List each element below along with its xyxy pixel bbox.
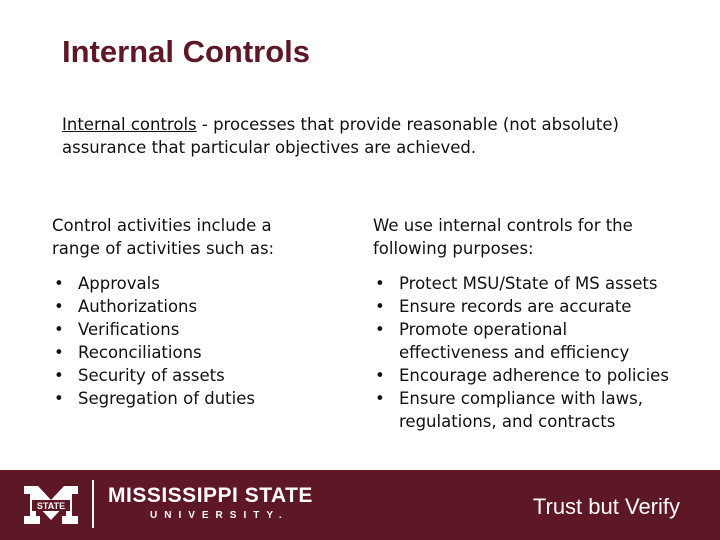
list-item: • Ensure compliance with laws, regulations, and contracts bbox=[373, 387, 673, 433]
list-item: • Protect MSU/State of MS assets bbox=[373, 272, 673, 295]
slide-title: Internal Controls bbox=[62, 34, 311, 69]
control-activities-intro: Control activities include a range of activities such as: bbox=[52, 216, 275, 258]
control-activities-list bbox=[52, 272, 322, 410]
purposes-intro: We use internal controls for the following purposes: bbox=[373, 216, 633, 258]
list-item: • Authorizations bbox=[52, 295, 322, 318]
msu-logo-icon bbox=[22, 484, 80, 526]
list-item: • Segregation of duties bbox=[52, 387, 322, 410]
university-subtitle: UNIVERSITY. bbox=[150, 510, 289, 521]
tagline: Trust but Verify bbox=[532, 494, 680, 519]
logo-mark-text: STATE bbox=[36, 501, 66, 511]
list-item: • Encourage adherence to policies bbox=[373, 364, 673, 387]
list-item: • Promote operational effectiveness and efficiency bbox=[373, 318, 673, 364]
university-name: MISSISSIPPI STATE bbox=[108, 484, 313, 507]
purposes-column bbox=[373, 214, 673, 433]
list-item: • Approvals bbox=[52, 272, 322, 295]
logo-divider bbox=[92, 480, 94, 528]
list-item: • Verifications bbox=[52, 318, 322, 341]
list-item: • Ensure records are accurate bbox=[373, 295, 673, 318]
list-item: • Security of assets bbox=[52, 364, 322, 387]
definition-paragraph bbox=[62, 113, 692, 159]
purposes-list bbox=[373, 272, 673, 433]
footer-bar bbox=[0, 470, 720, 540]
list-item: • Reconciliations bbox=[52, 341, 322, 364]
definition-text: - processes that provide reasonable (not absolute) assurance that particular objectives are achieved. bbox=[62, 115, 619, 157]
definition-term: Internal controls bbox=[62, 115, 197, 134]
control-activities-column bbox=[52, 214, 322, 410]
